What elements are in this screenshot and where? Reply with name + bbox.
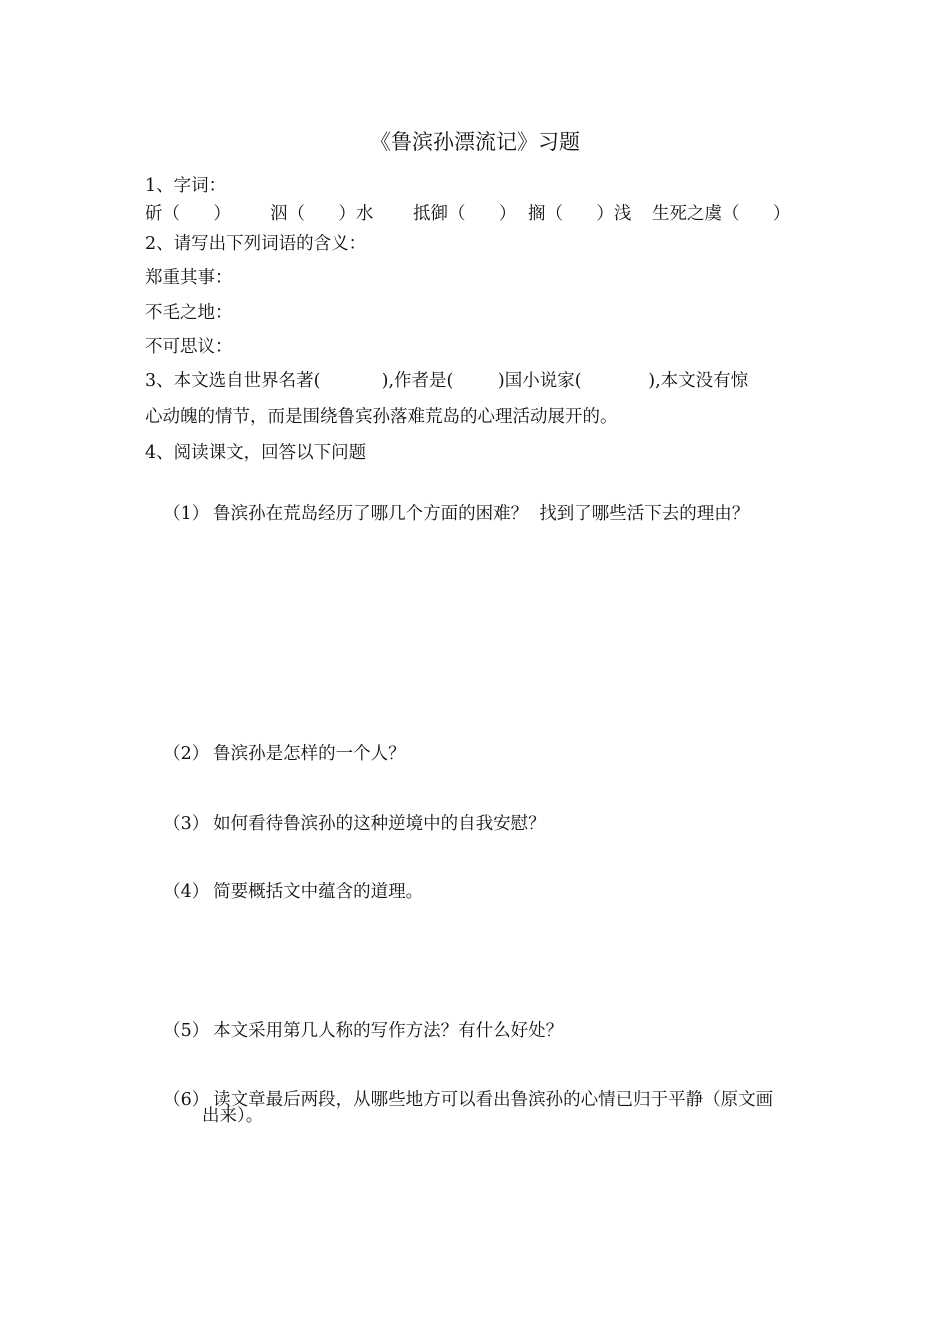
term-label: 不可思议： [145, 337, 233, 357]
sub-question-text: 读文章最后两段，从哪些地方可以看出鲁滨孙的心情已归于平静（原文画 [213, 1090, 774, 1110]
sub-question-number: （2） [163, 744, 210, 764]
sub-question-number: （4） [163, 882, 210, 902]
sub-question-text: 如何看待鲁滨孙的这种逆境中的自我安慰？ [213, 814, 546, 834]
sub-question-continuation: 出来）。 [202, 1106, 264, 1126]
question-2-heading: 2、请写出下列词语的含义： [145, 234, 367, 254]
sub-question-text: 鲁滨孙是怎样的一个人？ [213, 744, 406, 764]
sub-question-number: （1） [163, 504, 210, 524]
question-3-line: 3、本文选自世界名著( ),作者是( )国小说家( ),本文没有惊 [145, 371, 749, 391]
sub-question [152, 790, 546, 835]
term-label: 不毛之地： [145, 303, 233, 323]
sub-question-text: 简要概括文中蕴含的道理。 [213, 882, 424, 902]
vocab-item: 生死之虞（ ） [652, 204, 791, 224]
sub-question [152, 480, 749, 525]
vocab-row [145, 200, 815, 222]
question-1-heading: 1、字词： [145, 176, 227, 196]
sub-question [152, 997, 563, 1042]
sub-question [152, 720, 406, 765]
sub-question-number: （5） [163, 1021, 210, 1041]
term-label: 郑重其事： [145, 268, 233, 288]
vocab-item: 泅（ ）水 [270, 204, 374, 224]
vocab-item: 搁（ ）浅 [528, 204, 632, 224]
sub-question-number: （3） [163, 814, 210, 834]
question-4-heading: 4、阅读课文，回答以下问题 [145, 443, 367, 463]
vocab-item: 斫（ ） [145, 204, 231, 224]
question-3-line: 心动魄的情节，而是围绕鲁宾孙落难荒岛的心理活动展开的。 [145, 407, 618, 427]
sub-question [152, 858, 423, 903]
sub-question-text: 鲁滨孙在荒岛经历了哪几个方面的困难？ 找到了哪些活下去的理由？ [213, 504, 750, 524]
sub-question-text: 本文采用第几人称的写作方法？有什么好处？ [213, 1021, 564, 1041]
page-title: 《鲁滨孙漂流记》习题 [370, 130, 580, 154]
vocab-item: 抵御（ ） [413, 204, 517, 224]
sub-question-number: （6） [163, 1090, 210, 1110]
